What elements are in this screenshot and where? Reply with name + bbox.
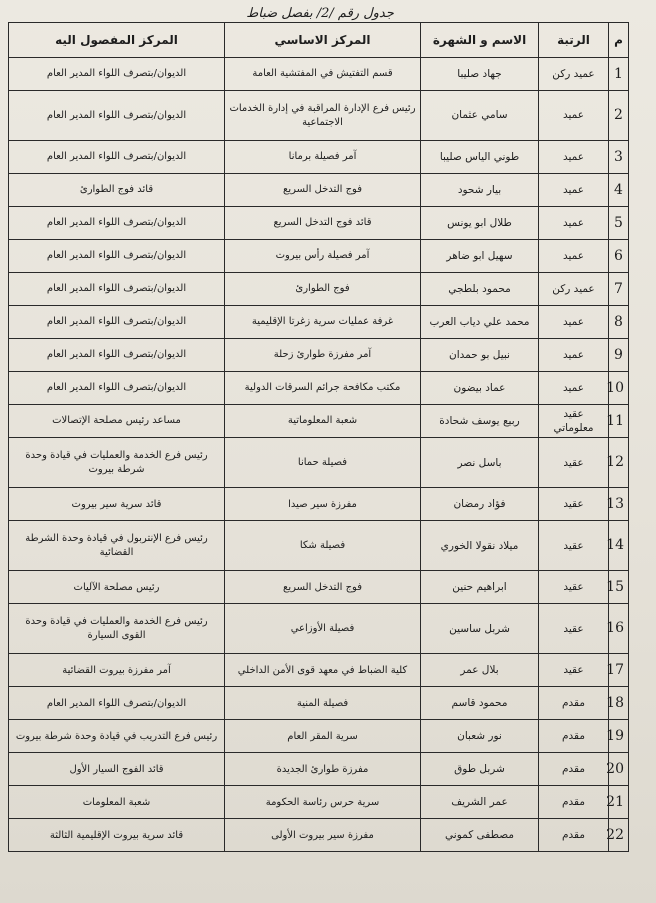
table-row bbox=[9, 571, 629, 604]
cell-assigned: رئيس فرع التدريب في قيادة وحدة شرطة بيروت bbox=[9, 720, 225, 753]
cell-assigned: قائد سرية سير بيروت bbox=[9, 488, 225, 521]
cell-center: آمر فصيلة رأس بيروت bbox=[225, 240, 421, 273]
cell-name: جهاد صليبا bbox=[421, 58, 539, 91]
table-row bbox=[9, 405, 629, 438]
table-row bbox=[9, 141, 629, 174]
cell-assigned: الديوان/بتصرف اللواء المدير العام bbox=[9, 687, 225, 720]
cell-rank: عميد bbox=[539, 141, 609, 174]
cell-assigned: الديوان/بتصرف اللواء المدير العام bbox=[9, 207, 225, 240]
cell-name: باسل نصر bbox=[421, 438, 539, 488]
cell-assigned: الديوان/بتصرف اللواء المدير العام bbox=[9, 91, 225, 141]
table-row bbox=[9, 604, 629, 654]
table-row bbox=[9, 753, 629, 786]
cell-rank: مقدم bbox=[539, 720, 609, 753]
table-row bbox=[9, 58, 629, 91]
cell-assigned: قائد فوج الطوارئ bbox=[9, 174, 225, 207]
cell-assigned: الديوان/بتصرف اللواء المدير العام bbox=[9, 240, 225, 273]
table-row bbox=[9, 438, 629, 488]
cell-rank: عميد bbox=[539, 306, 609, 339]
cell-center: فوج التدخل السريع bbox=[225, 571, 421, 604]
cell-name: شربل طوق bbox=[421, 753, 539, 786]
cell-name: ميلاد نقولا الخوري bbox=[421, 521, 539, 571]
cell-center: شعبة المعلوماتية bbox=[225, 405, 421, 438]
table-row bbox=[9, 687, 629, 720]
cell-name: شربل ساسين bbox=[421, 604, 539, 654]
cell-rank: مقدم bbox=[539, 786, 609, 819]
cell-num: 1 bbox=[609, 58, 629, 91]
cell-center: سرية المقر العام bbox=[225, 720, 421, 753]
table-row bbox=[9, 273, 629, 306]
cell-num: 8 bbox=[609, 306, 629, 339]
cell-num: 6 bbox=[609, 240, 629, 273]
cell-rank: عميد bbox=[539, 240, 609, 273]
cell-assigned: الديوان/بتصرف اللواء المدير العام bbox=[9, 58, 225, 91]
table-row bbox=[9, 720, 629, 753]
cell-rank: عقيد bbox=[539, 488, 609, 521]
cell-assigned: الديوان/بتصرف اللواء المدير العام bbox=[9, 372, 225, 405]
cell-num: 18 bbox=[609, 687, 629, 720]
cell-rank: مقدم bbox=[539, 753, 609, 786]
table-row bbox=[9, 521, 629, 571]
table-row bbox=[9, 654, 629, 687]
cell-rank: عقيد bbox=[539, 438, 609, 488]
cell-name: محمد علي دياب العرب bbox=[421, 306, 539, 339]
cell-num: 3 bbox=[609, 141, 629, 174]
cell-rank: عميد bbox=[539, 91, 609, 141]
cell-center: مكتب مكافحة جرائم السرقات الدولية bbox=[225, 372, 421, 405]
cell-num: 22 bbox=[609, 819, 629, 852]
cell-name: سامي عثمان bbox=[421, 91, 539, 141]
cell-num: 21 bbox=[609, 786, 629, 819]
cell-assigned: الديوان/بتصرف اللواء المدير العام bbox=[9, 141, 225, 174]
cell-name: عمر الشريف bbox=[421, 786, 539, 819]
cell-center: فصيلة حمانا bbox=[225, 438, 421, 488]
cell-center: آمر مفرزة طوارئ زحلة bbox=[225, 339, 421, 372]
cell-center: مفرزة سير بيروت الأولى bbox=[225, 819, 421, 852]
cell-num: 12 bbox=[609, 438, 629, 488]
table-row bbox=[9, 240, 629, 273]
cell-assigned: رئيس فرع الإنتربول في قيادة وحدة الشرطة القضائية bbox=[9, 521, 225, 571]
cell-center: رئيس فرع الإدارة المراقبة في إدارة الخدمات الاجتماعية bbox=[225, 91, 421, 141]
cell-assigned: الديوان/بتصرف اللواء المدير العام bbox=[9, 273, 225, 306]
cell-rank: عميد bbox=[539, 174, 609, 207]
cell-num: 9 bbox=[609, 339, 629, 372]
cell-num: 20 bbox=[609, 753, 629, 786]
cell-name: محمود بلطجي bbox=[421, 273, 539, 306]
header-rank: الرتبة bbox=[539, 23, 609, 58]
cell-center: قائد فوج التدخل السريع bbox=[225, 207, 421, 240]
cell-name: مصطفى كموني bbox=[421, 819, 539, 852]
cell-assigned: آمر مفرزة بيروت القضائية bbox=[9, 654, 225, 687]
table-row bbox=[9, 819, 629, 852]
officers-table bbox=[8, 22, 629, 852]
cell-num: 11 bbox=[609, 405, 629, 438]
cell-name: نور شعبان bbox=[421, 720, 539, 753]
cell-num: 4 bbox=[609, 174, 629, 207]
cell-num: 7 bbox=[609, 273, 629, 306]
header-row bbox=[9, 23, 629, 58]
cell-center: غرفة عمليات سرية زغرتا الإقليمية bbox=[225, 306, 421, 339]
header-assigned: المركز المفصول اليه bbox=[9, 23, 225, 58]
header-num: م bbox=[609, 23, 629, 58]
cell-rank: عقيد bbox=[539, 521, 609, 571]
table-row bbox=[9, 174, 629, 207]
table-row bbox=[9, 488, 629, 521]
cell-assigned: الديوان/بتصرف اللواء المدير العام bbox=[9, 306, 225, 339]
header-center: المركز الاساسي bbox=[225, 23, 421, 58]
cell-rank: عميد ركن bbox=[539, 58, 609, 91]
cell-center: فوج التدخل السريع bbox=[225, 174, 421, 207]
cell-num: 15 bbox=[609, 571, 629, 604]
cell-assigned: رئيس فرع الخدمة والعمليات في قيادة وحدة شرطة بيروت bbox=[9, 438, 225, 488]
cell-rank: عميد bbox=[539, 372, 609, 405]
table-row bbox=[9, 207, 629, 240]
table-row bbox=[9, 786, 629, 819]
cell-num: 17 bbox=[609, 654, 629, 687]
table-row bbox=[9, 372, 629, 405]
cell-name: فؤاد رمضان bbox=[421, 488, 539, 521]
cell-name: طلال ابو يونس bbox=[421, 207, 539, 240]
table-title: جدول رقم /2/ بفصل ضباط bbox=[246, 6, 394, 21]
cell-name: سهيل ابو ضاهر bbox=[421, 240, 539, 273]
cell-name: طوني الياس صليبا bbox=[421, 141, 539, 174]
cell-num: 19 bbox=[609, 720, 629, 753]
table-row bbox=[9, 339, 629, 372]
cell-assigned: الديوان/بتصرف اللواء المدير العام bbox=[9, 339, 225, 372]
cell-center: آمر فصيلة برمانا bbox=[225, 141, 421, 174]
cell-assigned: قائد سرية بيروت الإقليمية الثالثة bbox=[9, 819, 225, 852]
cell-rank: عقيد bbox=[539, 654, 609, 687]
cell-center: فصيلة المنية bbox=[225, 687, 421, 720]
table-row bbox=[9, 91, 629, 141]
cell-center: كلية الضباط في معهد قوى الأمن الداخلي bbox=[225, 654, 421, 687]
cell-rank: مقدم bbox=[539, 687, 609, 720]
cell-rank: عقيد bbox=[539, 604, 609, 654]
cell-center: مفرزة سير صيدا bbox=[225, 488, 421, 521]
cell-center: قسم التفتيش في المفتشية العامة bbox=[225, 58, 421, 91]
cell-name: محمود قاسم bbox=[421, 687, 539, 720]
cell-num: 14 bbox=[609, 521, 629, 571]
table-body bbox=[9, 58, 629, 852]
cell-num: 10 bbox=[609, 372, 629, 405]
cell-assigned: رئيس مصلحة الآليات bbox=[9, 571, 225, 604]
cell-rank: عميد bbox=[539, 339, 609, 372]
cell-name: بلال عمر bbox=[421, 654, 539, 687]
cell-assigned: قائد الفوج السيار الأول bbox=[9, 753, 225, 786]
cell-assigned: شعبة المعلومات bbox=[9, 786, 225, 819]
cell-name: بيار شحود bbox=[421, 174, 539, 207]
cell-center: سرية حرس رئاسة الحكومة bbox=[225, 786, 421, 819]
cell-name: عماد بيضون bbox=[421, 372, 539, 405]
cell-rank: مقدم bbox=[539, 819, 609, 852]
cell-name: نبيل بو حمدان bbox=[421, 339, 539, 372]
cell-rank: عقيد معلوماتي bbox=[539, 405, 609, 438]
cell-center: مفرزة طوارئ الجديدة bbox=[225, 753, 421, 786]
cell-rank: عميد bbox=[539, 207, 609, 240]
cell-rank: عقيد bbox=[539, 571, 609, 604]
cell-assigned: مساعد رئيس مصلحة الإتصالات bbox=[9, 405, 225, 438]
cell-center: فصيلة شكا bbox=[225, 521, 421, 571]
cell-assigned: رئيس فرع الخدمة والعمليات في قيادة وحدة القوى السيارة bbox=[9, 604, 225, 654]
cell-name: ربيع يوسف شحادة bbox=[421, 405, 539, 438]
cell-num: 5 bbox=[609, 207, 629, 240]
cell-name: ابراهيم حنين bbox=[421, 571, 539, 604]
table-row bbox=[9, 306, 629, 339]
cell-center: فوج الطوارئ bbox=[225, 273, 421, 306]
header-name: الاسم و الشهرة bbox=[421, 23, 539, 58]
cell-num: 13 bbox=[609, 488, 629, 521]
cell-rank: عميد ركن bbox=[539, 273, 609, 306]
cell-num: 16 bbox=[609, 604, 629, 654]
cell-center: فصيلة الأوزاعي bbox=[225, 604, 421, 654]
cell-num: 2 bbox=[609, 91, 629, 141]
